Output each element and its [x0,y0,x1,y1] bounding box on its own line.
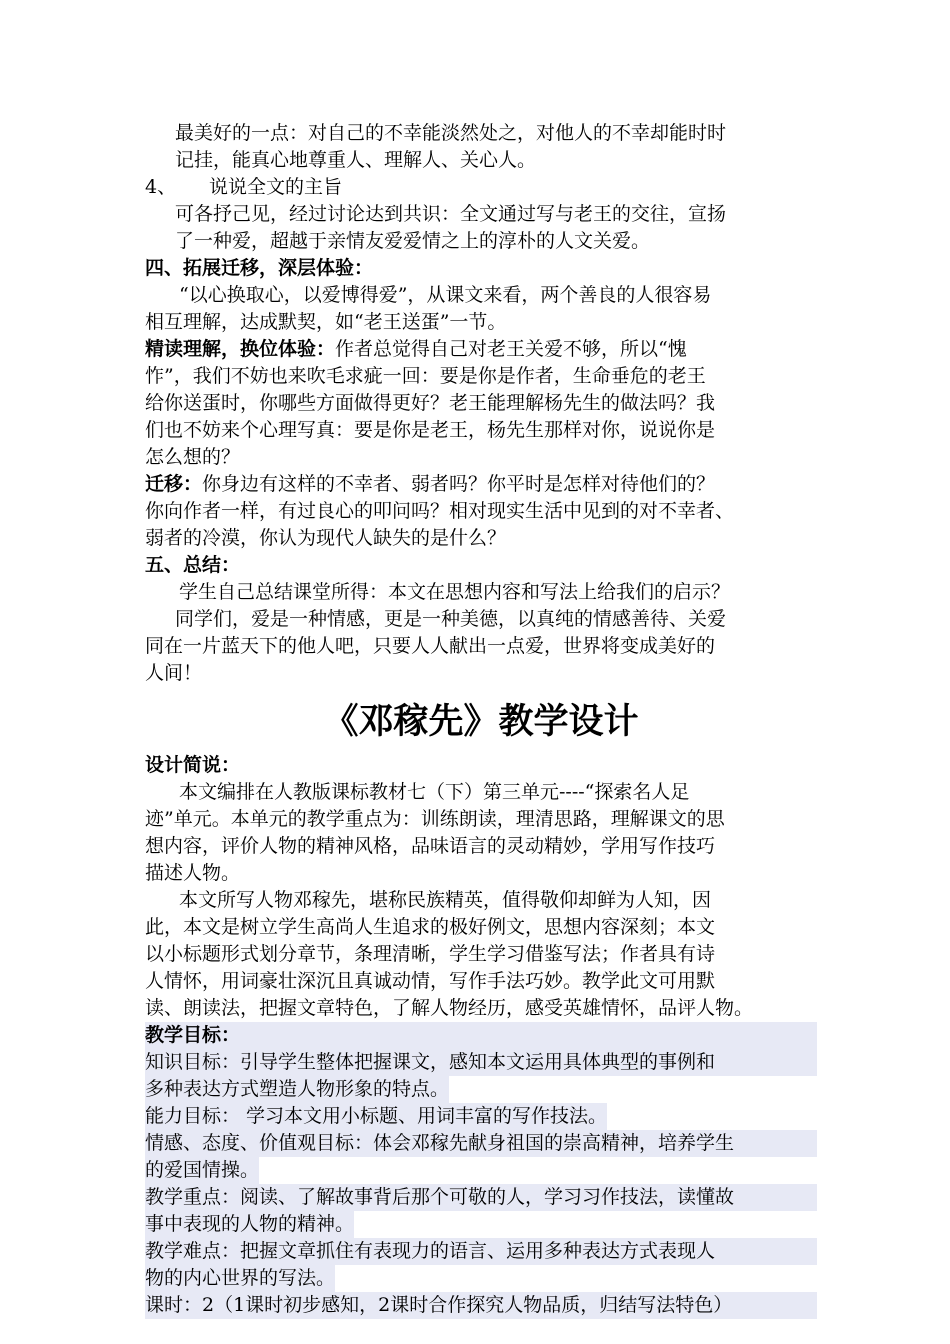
section-heading: 五、总结： [145,554,241,576]
paragraph-line: 教学难点：把握文章抓住有表现力的语言、运用多种表达方式表现人 [145,1238,817,1265]
paragraph-line: 以小标题形式划分章节，条理清晰，学生学习借鉴写法；作者具有诗 [145,943,716,965]
document-page [145,120,817,1319]
paragraph-line: 人间！ [145,662,203,684]
inline-heading: 精读理解，换位体验： [145,338,336,360]
paragraph-line: 最美好的一点：对自己的不幸能淡然处之，对他人的不幸却能时时 [175,122,727,144]
paragraph-line [145,1103,817,1130]
paragraph-text: 你身边有这样的不幸者、弱者吗？你平时是怎样对待他们的？ [202,473,716,495]
paragraph-line [145,1265,817,1292]
paragraph-line: 怍”，我们不妨也来吹毛求疵一回：要是你是作者，生命垂危的老王 [145,365,706,387]
highlighted-text: 能力目标： 学习本文用小标题、用词丰富的写作技法。 [145,1103,607,1130]
paragraph-line: 情感、态度、价值观目标：体会邓稼先献身祖国的崇高精神，培养学生 [145,1130,817,1157]
highlighted-text: 的爱国情操。 [145,1157,259,1184]
inline-heading: 迁移： [145,473,203,495]
paragraph-line: “以心换取心，以爱博得爱”，从课文来看，两个善良的人很容易 [179,284,712,306]
paragraph-line: 本文所写人物邓稼先，堪称民族精英，值得敬仰却鲜为人知，因 [179,889,712,911]
list-number: 4、 [145,176,177,198]
paragraph-line [145,1211,817,1238]
highlighted-text: 物的内心世界的写法。 [145,1265,335,1292]
paragraph-line: 记挂，能真心地尊重人、理解人、关心人。 [175,149,537,171]
paragraph-line [145,1157,817,1184]
section-heading: 教学目标： [145,1022,817,1049]
paragraph-line: 你向作者一样，有过良心的叩问吗？相对现实生活中见到的对不幸者、 [145,500,735,522]
paragraph-line [145,336,817,363]
paragraph-line: 想内容，评价人物的精神风格，品味语言的灵动精妙，学用写作技巧 [145,835,716,857]
list-item-text: 说说全文的主旨 [209,176,343,198]
paragraph-line: 描述人物。 [145,862,241,884]
paragraph-line: 此，本文是树立学生高尚人生追求的极好例文，思想内容深刻；本文 [145,916,716,938]
paragraph-line: 本文编排在人教版课标教材七（下）第三单元----“探索名人足 [179,781,690,803]
paragraph-line: 同学们，爱是一种情感，更是一种美德，以真纯的情感善待、关爱 [175,608,727,630]
paragraph-line: 相互理解，达成默契，如“老王送蛋”一节。 [145,311,507,333]
document-title: 《邓稼先》教学设计 [323,702,639,742]
paragraph-line: 课时：2（1课时初步感知，2课时合作探究人物品质，归结写法特色） [145,1292,817,1319]
paragraph-line: 弱者的冷漠，你认为现代人缺失的是什么？ [145,527,507,549]
paragraph-line: 学生自己总结课堂所得：本文在思想内容和写法上给我们的启示？ [179,581,731,603]
list-item-4 [145,174,817,201]
highlighted-text: 多种表达方式塑造人物形象的特点。 [145,1076,449,1103]
paragraph-line: 给你送蛋时，你哪些方面做得更好？老王能理解杨先生的做法吗？我 [145,392,716,414]
paragraph-line: 们也不妨来个心理写真：要是你是老王，杨先生那样对你，说说你是 [145,419,716,441]
paragraph-line: 了一种爱，超越于亲情友爱爱情之上的淳朴的人文关爱。 [175,230,651,252]
paragraph-line: 人情怀，用词豪壮深沉且真诚动情，写作手法巧妙。教学此文可用默 [145,970,716,992]
paragraph-line: 可各抒己见，经过讨论达到共识：全文通过写与老王的交往，宣扬 [175,203,727,225]
section-heading: 四、拓展迁移，深层体验： [145,257,374,279]
section-heading: 设计简说： [145,754,241,776]
paragraph-line: 怎么想的？ [145,446,241,468]
paragraph-line: 同在一片蓝天下的他人吧，只要人人献出一点爱，世界将变成美好的 [145,635,716,657]
paragraph-line: 教学重点：阅读、了解故事背后那个可敬的人，学习习作技法，读懂故 [145,1184,817,1211]
highlighted-text: 事中表现的人物的精神。 [145,1211,354,1238]
paragraph-line [145,1076,817,1103]
paragraph-line [145,471,817,498]
paragraph-line: 知识目标：引导学生整体把握课文，感知本文运用具体典型的事例和 [145,1049,817,1076]
paragraph-line: 迹”单元。本单元的教学重点为：训练朗读，理清思路，理解课文的思 [145,808,725,830]
paragraph-text: 作者总觉得自己对老王关爱不够，所以“愧 [335,338,687,360]
paragraph-line: 读、朗读法，把握文章特色，了解人物经历，感受英雄情怀，品评人物。 [145,997,754,1019]
